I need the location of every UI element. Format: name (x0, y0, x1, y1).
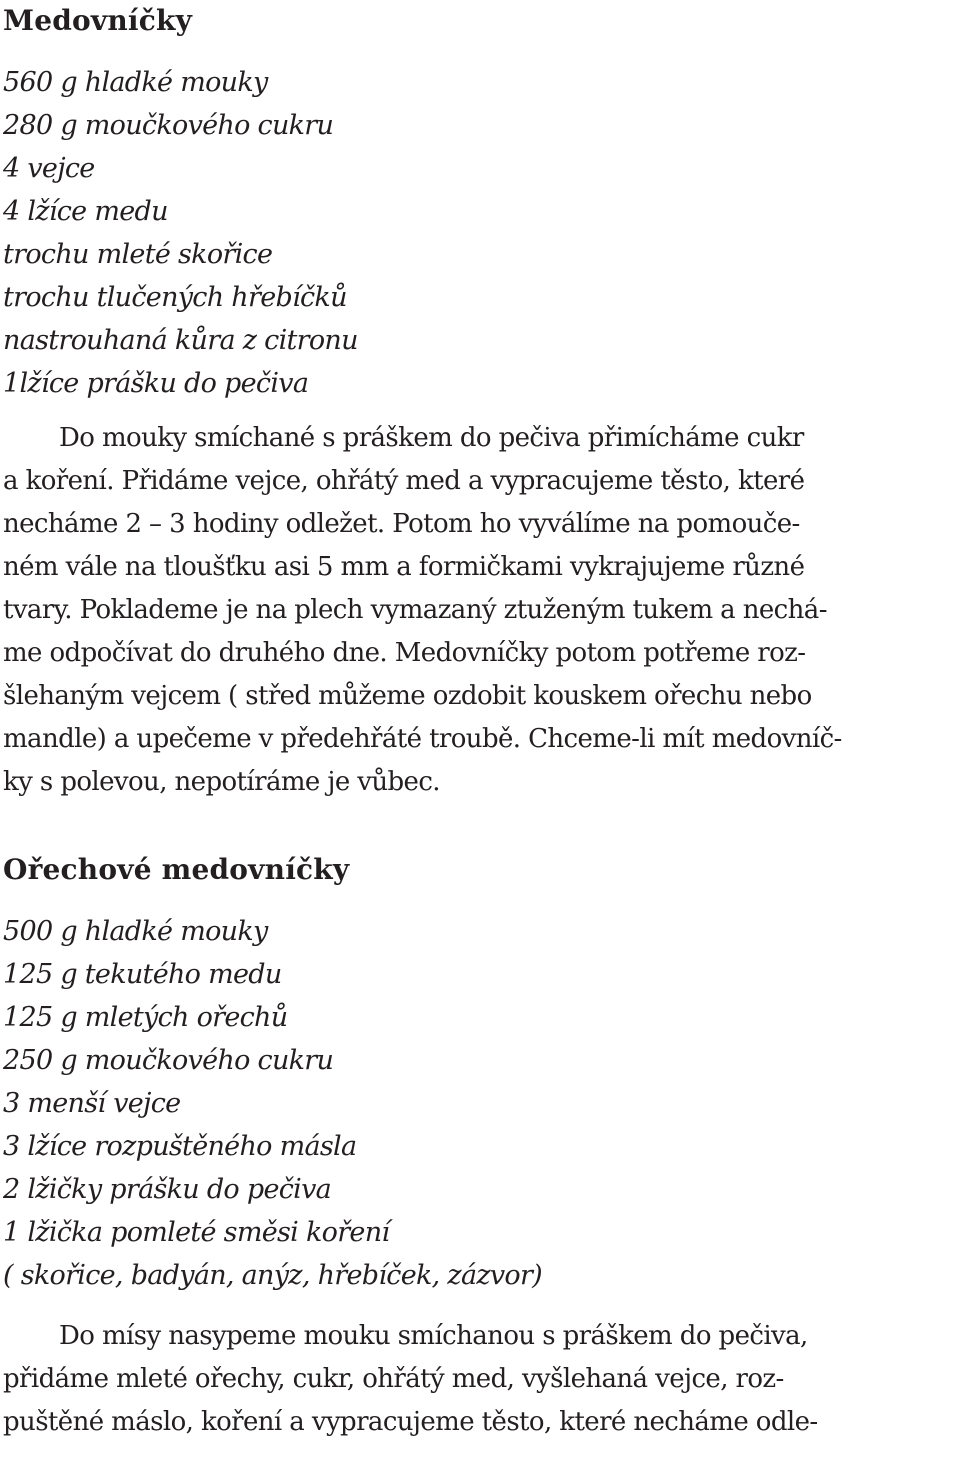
ingredient-item: 125 g mletých ořechů (3, 1002, 288, 1033)
ingredient-list (3, 61, 958, 405)
ingredient-item: 280 g moučkového cukru (3, 110, 334, 141)
method-line: puštěné máslo, koření a vypracujeme těsto, které necháme odle- (3, 1407, 818, 1437)
recipe-medovnicky (3, 0, 958, 804)
method-line: ném vále na tloušťku asi 5 mm a formičkami vykrajujeme různé (3, 552, 805, 582)
ingredient-item: 500 g hladké mouky (3, 916, 268, 947)
ingredient-list (3, 910, 958, 1297)
method-line: ky s polevou, nepotíráme je vůbec. (3, 767, 440, 797)
ingredient-item: nastrouhaná kůra z citronu (3, 325, 358, 356)
method-line: šlehaným vejcem ( střed můžeme ozdobit kouskem ořechu nebo (3, 681, 812, 711)
recipe-page (3, 0, 958, 1444)
recipe-orechove-medovnicky (3, 851, 958, 1444)
ingredient-item: 2 lžičky prášku do pečiva (3, 1174, 332, 1205)
ingredient-item: trochu tlučených hřebíčků (3, 282, 347, 313)
method-line: me odpočívat do druhého dne. Medovníčky potom potřeme roz- (3, 638, 806, 668)
recipe-title: Ořechové medovníčky (3, 853, 350, 886)
ingredient-item: 4 lžíce medu (3, 196, 168, 227)
ingredient-item: 4 vejce (3, 153, 95, 184)
ingredient-item: ( skořice, badyán, anýz, hřebíček, zázvor) (3, 1260, 543, 1291)
ingredient-item: 125 g tekutého medu (3, 959, 282, 990)
method-paragraph (3, 417, 958, 804)
method-line: tvary. Poklademe je na plech vymazaný ztuženým tukem a nechá- (3, 595, 827, 625)
method-line: necháme 2 – 3 hodiny odležet. Potom ho vyválíme na pomouče- (3, 509, 800, 539)
method-line: Do mísy nasypeme mouku smíchanou s práškem do pečiva, (59, 1321, 808, 1351)
ingredient-item: 3 menší vejce (3, 1088, 181, 1119)
ingredient-item: trochu mleté skořice (3, 239, 273, 270)
ingredient-item: 250 g moučkového cukru (3, 1045, 334, 1076)
method-paragraph (3, 1315, 958, 1444)
method-line: Do mouky smíchané s práškem do pečiva přimícháme cukr (59, 423, 804, 453)
recipe-title: Medovníčky (3, 4, 193, 37)
ingredient-item: 1 lžička pomleté směsi koření (3, 1217, 390, 1248)
method-line: mandle) a upečeme v předehřáté troubě. Chceme-li mít medovníč- (3, 724, 842, 754)
method-line: přidáme mleté ořechy, cukr, ohřátý med, vyšlehaná vejce, roz- (3, 1364, 784, 1394)
ingredient-item: 560 g hladké mouky (3, 67, 268, 98)
ingredient-item: 1lžíce prášku do pečiva (3, 368, 309, 399)
ingredient-item: 3 lžíce rozpuštěného másla (3, 1131, 357, 1162)
method-line: a koření. Přidáme vejce, ohřátý med a vypracujeme těsto, které (3, 466, 805, 496)
